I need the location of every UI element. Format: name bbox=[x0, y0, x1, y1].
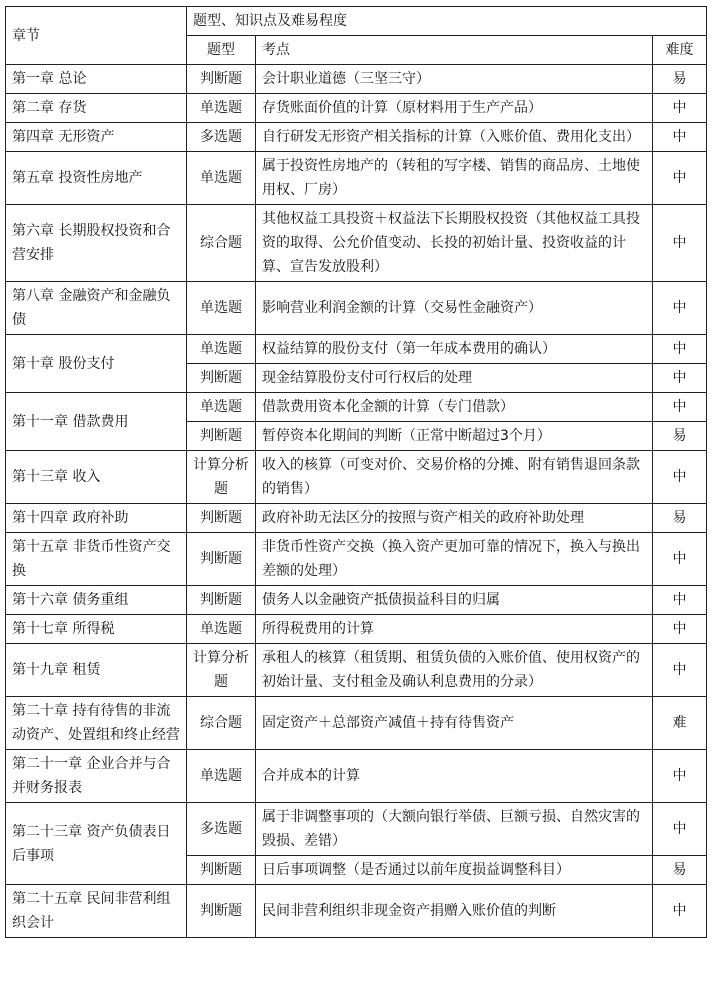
chapter-cell: 第二章 存货 bbox=[6, 94, 187, 123]
exam-points-table-wrapper bbox=[5, 6, 706, 938]
difficulty-cell: 中 bbox=[653, 451, 707, 504]
exam-point-cell: 影响营业利润金额的计算（交易性金融资产） bbox=[256, 282, 653, 335]
exam-point-cell: 借款费用资本化金额的计算（专门借款） bbox=[256, 393, 653, 422]
chapter-cell: 第二十五章 民间非营利组织会计 bbox=[6, 885, 187, 938]
exam-point-cell: 暂停资本化期间的判断（正常中断超过3个月） bbox=[256, 422, 653, 451]
table-row bbox=[6, 393, 707, 422]
question-type-cell: 计算分析题 bbox=[187, 451, 256, 504]
exam-point-cell: 非货币性资产交换（换入资产更加可靠的情况下，换入与换出差额的处理） bbox=[256, 533, 653, 586]
table-row bbox=[6, 65, 707, 94]
exam-point-cell: 存货账面价值的计算（原材料用于生产产品） bbox=[256, 94, 653, 123]
chapter-cell: 第十三章 收入 bbox=[6, 451, 187, 504]
exam-point-cell: 收入的核算（可变对价、交易价格的分摊、附有销售退回条款的销售） bbox=[256, 451, 653, 504]
table-row bbox=[6, 123, 707, 152]
chapter-cell: 第六章 长期股权投资和合营安排 bbox=[6, 205, 187, 282]
exam-point-cell: 承租人的核算（租赁期、租赁负债的入账价值、使用权资产的初始计量、支付租金及确认利息费用的分录） bbox=[256, 644, 653, 697]
header-row-1 bbox=[6, 7, 707, 36]
exam-point-cell: 债务人以金融资产抵债损益科目的归属 bbox=[256, 586, 653, 615]
exam-point-cell: 其他权益工具投资＋权益法下长期股权投资（其他权益工具投资的取得、公允价值变动、长投的初始计量、投资收益的计算、宣告发放股利） bbox=[256, 205, 653, 282]
chapter-cell: 第一章 总论 bbox=[6, 65, 187, 94]
question-type-cell: 多选题 bbox=[187, 123, 256, 152]
question-type-cell: 单选题 bbox=[187, 94, 256, 123]
chapter-cell: 第二十章 持有待售的非流动资产、处置组和终止经营 bbox=[6, 697, 187, 750]
difficulty-cell: 中 bbox=[653, 586, 707, 615]
chapter-cell: 第八章 金融资产和金融负债 bbox=[6, 282, 187, 335]
difficulty-cell: 中 bbox=[653, 364, 707, 393]
difficulty-cell: 中 bbox=[653, 615, 707, 644]
question-type-cell: 单选题 bbox=[187, 335, 256, 364]
chapter-cell: 第五章 投资性房地产 bbox=[6, 152, 187, 205]
table-row bbox=[6, 885, 707, 938]
difficulty-cell: 中 bbox=[653, 885, 707, 938]
difficulty-cell: 中 bbox=[653, 123, 707, 152]
table-row bbox=[6, 644, 707, 697]
table-row bbox=[6, 335, 707, 364]
table-row bbox=[6, 94, 707, 123]
difficulty-cell: 难 bbox=[653, 697, 707, 750]
question-type-cell: 综合题 bbox=[187, 697, 256, 750]
exam-point-cell: 所得税费用的计算 bbox=[256, 615, 653, 644]
question-type-cell: 计算分析题 bbox=[187, 644, 256, 697]
table-row bbox=[6, 205, 707, 282]
question-type-cell: 判断题 bbox=[187, 504, 256, 533]
difficulty-cell: 中 bbox=[653, 803, 707, 856]
header-chapter: 章节 bbox=[6, 7, 187, 65]
chapter-cell: 第十四章 政府补助 bbox=[6, 504, 187, 533]
table-row bbox=[6, 451, 707, 504]
question-type-cell: 单选题 bbox=[187, 393, 256, 422]
difficulty-cell: 中 bbox=[653, 533, 707, 586]
difficulty-cell: 易 bbox=[653, 65, 707, 94]
difficulty-cell: 易 bbox=[653, 422, 707, 451]
exam-point-cell: 会计职业道德（三坚三守） bbox=[256, 65, 653, 94]
difficulty-cell: 中 bbox=[653, 94, 707, 123]
table-row bbox=[6, 750, 707, 803]
difficulty-cell: 易 bbox=[653, 504, 707, 533]
exam-point-cell: 属于投资性房地产的（转租的写字楼、销售的商品房、土地使用权、厂房） bbox=[256, 152, 653, 205]
question-type-cell: 综合题 bbox=[187, 205, 256, 282]
exam-point-cell: 现金结算股份支付可行权后的处理 bbox=[256, 364, 653, 393]
exam-point-cell: 属于非调整事项的（大额向银行举债、巨额亏损、自然灾害的毁损、差错） bbox=[256, 803, 653, 856]
question-type-cell: 判断题 bbox=[187, 364, 256, 393]
difficulty-cell: 中 bbox=[653, 393, 707, 422]
header-exam-point: 考点 bbox=[256, 36, 653, 65]
question-type-cell: 判断题 bbox=[187, 856, 256, 885]
exam-point-cell: 民间非营利组织非现金资产捐赠入账价值的判断 bbox=[256, 885, 653, 938]
exam-point-cell: 固定资产＋总部资产减值＋持有待售资产 bbox=[256, 697, 653, 750]
question-type-cell: 单选题 bbox=[187, 615, 256, 644]
exam-point-cell: 合并成本的计算 bbox=[256, 750, 653, 803]
chapter-cell: 第十一章 借款费用 bbox=[6, 393, 187, 451]
question-type-cell: 判断题 bbox=[187, 885, 256, 938]
table-row bbox=[6, 152, 707, 205]
header-group: 题型、知识点及难易程度 bbox=[187, 7, 707, 36]
exam-points-table bbox=[5, 6, 707, 938]
table-body bbox=[6, 65, 707, 938]
difficulty-cell: 中 bbox=[653, 335, 707, 364]
exam-point-cell: 权益结算的股份支付（第一年成本费用的确认） bbox=[256, 335, 653, 364]
exam-point-cell: 自行研发无形资产相关指标的计算（入账价值、费用化支出） bbox=[256, 123, 653, 152]
chapter-cell: 第十七章 所得税 bbox=[6, 615, 187, 644]
chapter-cell: 第十五章 非货币性资产交换 bbox=[6, 533, 187, 586]
question-type-cell: 多选题 bbox=[187, 803, 256, 856]
difficulty-cell: 中 bbox=[653, 152, 707, 205]
chapter-cell: 第四章 无形资产 bbox=[6, 123, 187, 152]
question-type-cell: 单选题 bbox=[187, 750, 256, 803]
table-row bbox=[6, 533, 707, 586]
chapter-cell: 第二十三章 资产负债表日后事项 bbox=[6, 803, 187, 885]
header-difficulty: 难度 bbox=[653, 36, 707, 65]
table-row bbox=[6, 803, 707, 856]
question-type-cell: 判断题 bbox=[187, 586, 256, 615]
difficulty-cell: 中 bbox=[653, 750, 707, 803]
question-type-cell: 判断题 bbox=[187, 533, 256, 586]
question-type-cell: 判断题 bbox=[187, 65, 256, 94]
difficulty-cell: 易 bbox=[653, 856, 707, 885]
table-row bbox=[6, 615, 707, 644]
question-type-cell: 单选题 bbox=[187, 282, 256, 335]
difficulty-cell: 中 bbox=[653, 282, 707, 335]
table-row bbox=[6, 282, 707, 335]
table-row bbox=[6, 504, 707, 533]
question-type-cell: 判断题 bbox=[187, 422, 256, 451]
chapter-cell: 第十九章 租赁 bbox=[6, 644, 187, 697]
chapter-cell: 第二十一章 企业合并与合并财务报表 bbox=[6, 750, 187, 803]
chapter-cell: 第十章 股份支付 bbox=[6, 335, 187, 393]
difficulty-cell: 中 bbox=[653, 205, 707, 282]
chapter-cell: 第十六章 债务重组 bbox=[6, 586, 187, 615]
table-row bbox=[6, 586, 707, 615]
question-type-cell: 单选题 bbox=[187, 152, 256, 205]
difficulty-cell: 中 bbox=[653, 644, 707, 697]
exam-point-cell: 日后事项调整（是否通过以前年度损益调整科目） bbox=[256, 856, 653, 885]
table-row bbox=[6, 697, 707, 750]
exam-point-cell: 政府补助无法区分的按照与资产相关的政府补助处理 bbox=[256, 504, 653, 533]
header-question-type: 题型 bbox=[187, 36, 256, 65]
